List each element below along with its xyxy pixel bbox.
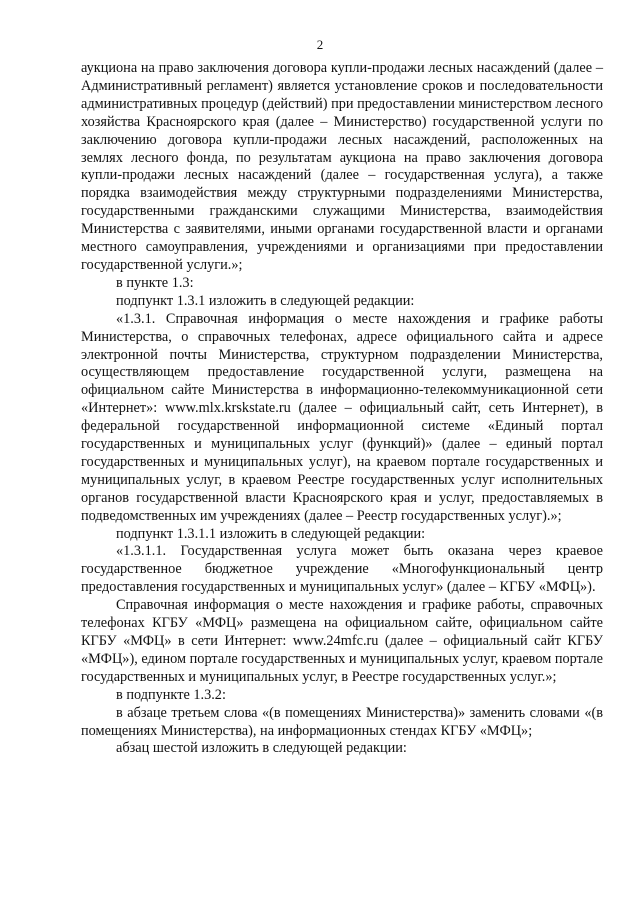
paragraph: аукциона на право заключения договора купли-продажи лесных насаждений (далее – Административный регламент) является установление сроков и последовательности административных процедур (действий) при предоставлении министерством лесного хозяйства Красноярского края (далее – Министерство) государственной услуги по заключению договора купли-продажи лесных насаждений, расположенных на землях лесного фонда, по результатам аукциона на право заключения договора купли-продажи лесных насаждений (далее – государственная услуга), а также порядка взаимодействия между структурными подразделениями Министерства, государственными гражданскими служащими Министерства, взаимодействия Министерства с заявителями, иными органами государственной власти и органами местного самоуправления, учреждениями и организациями при предоставлении государственной услуги.»;: [81, 60, 603, 273]
paragraph: подпункт 1.3.1.1 изложить в следующей редакции:: [116, 525, 426, 542]
paragraph: «1.3.1. Справочная информация о месте нахождения и графике работы Министерства, о справочных телефонах, адресе официального сайта и адресе электронной почты Министерства, структурном подразделении Министерства, осуществляющем предоставление государственной услуги, размещена на официальном сайте Министерства в информационно-телекоммуникационной сети «Интернет»: www.mlx.krskstate.ru (далее – официальный сайт, сеть Интернет), в федеральной государственной информационной системе «Единый портал государственных и муниципальных услуг (функций)» (далее – единый портал государственных и муниципальных услуг), на краевом портале государственных и муниципальных услуг, в краевом Реестре государственных услуг исполнительных органов государственной власти Красноярского края и услуг, предоставляемых в подведомственных им учреждениях (далее – Реестр государственных услуг).»;: [81, 310, 603, 524]
paragraph: абзац шестой изложить в следующей редакции:: [116, 740, 407, 757]
paragraph: «1.3.1.1. Государственная услуга может быть оказана через краевое государственное бюджетное учреждение «Многофункциональный центр предоставления государственных и муниципальных услуг» (далее – КГБУ «МФЦ»).: [81, 543, 603, 596]
paragraph: в пункте 1.3:: [116, 274, 194, 291]
paragraph: в подпункте 1.3.2:: [116, 686, 226, 703]
paragraph: в абзаце третьем слова «(в помещениях Министерства)» заменить словами «(в помещениях Министерства), на информационных стендах КГБУ «МФЦ»;: [81, 704, 603, 739]
page-number: 2: [316, 37, 324, 52]
document-body: [81, 60, 603, 758]
paragraph: Справочная информация о месте нахождения и графике работы, справочных телефонах КГБУ «МФЦ» размещена на официальном сайте, официальном сайте КГБУ «МФЦ» в сети Интернет: www.24mfc.ru (далее – официальный сайт КГБУ «МФЦ»), едином портале государственных и муниципальных услуг, краевом портале государственных и муниципальных услуг, в Реестре государственных услуг.»;: [81, 597, 603, 685]
paragraph: подпункт 1.3.1 изложить в следующей редакции:: [116, 292, 415, 309]
